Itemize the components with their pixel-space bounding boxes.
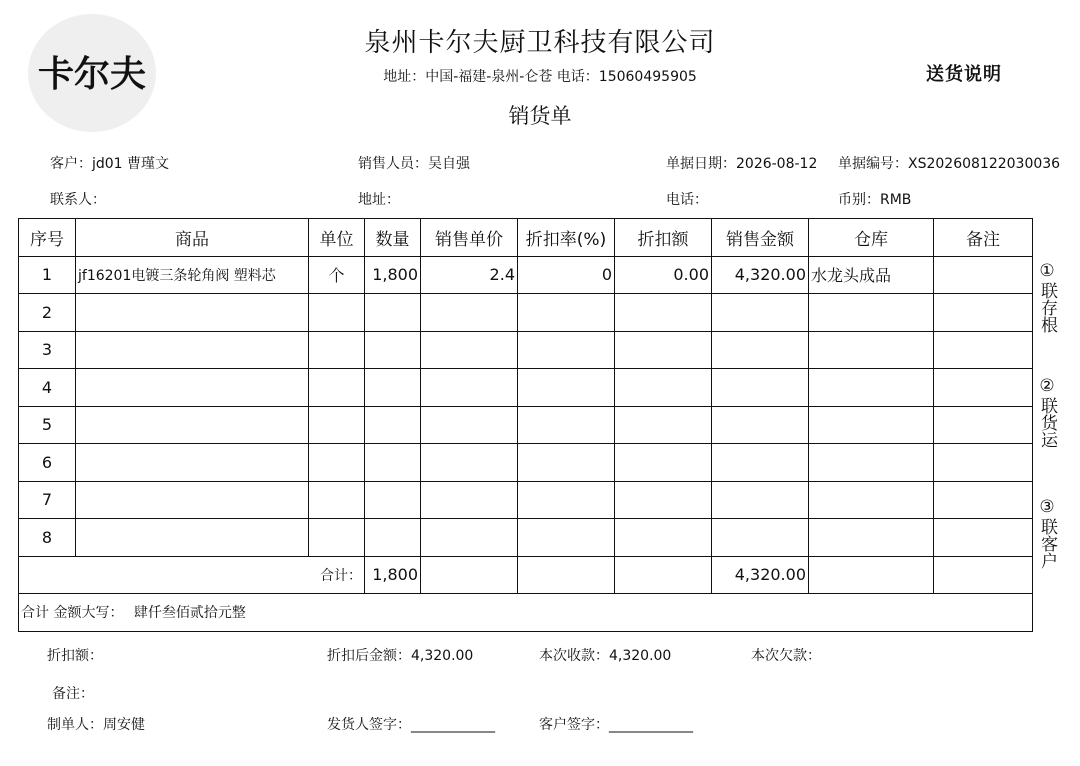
header-unit: 单位 (309, 219, 365, 257)
table-header-row (19, 219, 1033, 257)
copy-text: 联存根 (1037, 282, 1057, 333)
address-label: 地址： (358, 192, 400, 208)
total-empty-cell (615, 556, 712, 594)
cell-remark (934, 331, 1033, 369)
cell-warehouse (809, 331, 934, 369)
cell-remark (934, 519, 1033, 557)
copy-text: 联客户 (1037, 518, 1057, 569)
total-empty-cell (421, 556, 518, 594)
currency-info (838, 189, 911, 209)
total-label: 合计： (19, 556, 365, 594)
cell-sales-amount (712, 519, 809, 557)
docno-label: 单据编号： (838, 156, 908, 172)
cell-quantity (365, 406, 421, 444)
cell-index: 2 (19, 294, 76, 332)
company-name: 泉州卡尔夫厨卫科技有限公司 (364, 28, 716, 58)
cell-unit-price (421, 294, 518, 332)
copy-number: ② (1039, 376, 1055, 396)
cell-warehouse (809, 481, 934, 519)
cell-discount-amount: 0.00 (615, 256, 712, 294)
after-discount-label: 折扣后金额： (327, 648, 411, 664)
cell-goods (76, 294, 309, 332)
cell-sales-amount (712, 369, 809, 407)
maker-value: 周安健 (103, 717, 145, 733)
cell-quantity (365, 369, 421, 407)
cell-unit-price: 2.4 (421, 256, 518, 294)
date-info (666, 153, 817, 173)
cell-quantity: 1,800 (365, 256, 421, 294)
cell-warehouse (809, 444, 934, 482)
cell-unit (309, 444, 365, 482)
address-info (358, 189, 400, 209)
cell-remark (934, 444, 1033, 482)
cell-remark (934, 481, 1033, 519)
after-discount-summary (327, 645, 473, 665)
copy-label-customer (1034, 496, 1060, 569)
header-quantity: 数量 (365, 219, 421, 257)
cell-unit-price (421, 369, 518, 407)
total-amount: 4,320.00 (712, 556, 809, 594)
cell-sales-amount (712, 406, 809, 444)
cell-unit: 个 (309, 256, 365, 294)
remark-summary (52, 683, 94, 703)
customer-sign-line: ____________ (609, 717, 693, 733)
table-row (19, 406, 1033, 444)
cell-unit-price (421, 481, 518, 519)
table-row (19, 519, 1033, 557)
contact-info (50, 189, 106, 209)
header-index: 序号 (19, 219, 76, 257)
total-empty-cell (518, 556, 615, 594)
cell-remark (934, 294, 1033, 332)
cell-discount-amount (615, 294, 712, 332)
cell-goods (76, 444, 309, 482)
docno-value: XS202608122030036 (908, 156, 1061, 172)
cell-unit (309, 294, 365, 332)
cell-sales-amount (712, 444, 809, 482)
cell-index: 3 (19, 331, 76, 369)
cell-discount-rate (518, 444, 615, 482)
cell-discount-rate: 0 (518, 256, 615, 294)
total-empty-cell (809, 556, 934, 594)
document-title: 销货单 (508, 104, 572, 128)
received-label: 本次收款： (539, 648, 609, 664)
phone-info (666, 189, 708, 209)
cell-index: 1 (19, 256, 76, 294)
company-logo (28, 14, 156, 132)
header-sales-amount: 销售金额 (712, 219, 809, 257)
copy-text: 联货运 (1037, 397, 1057, 448)
maker-summary (47, 714, 145, 734)
currency-value: RMB (880, 192, 912, 208)
cell-unit (309, 519, 365, 557)
salesperson-info (358, 153, 470, 173)
cell-remark (934, 406, 1033, 444)
logo-text: 卡尔夫 (37, 53, 147, 95)
cell-sales-amount (712, 481, 809, 519)
maker-label: 制单人： (47, 717, 103, 733)
logo-brush-text (28, 14, 156, 132)
total-quantity: 1,800 (365, 556, 421, 594)
amount-words-label: 合计 金额大写： (21, 605, 124, 622)
shipper-sign-label: 发货人签字： (327, 717, 411, 733)
cell-index: 6 (19, 444, 76, 482)
cell-warehouse (809, 369, 934, 407)
cell-unit-price (421, 519, 518, 557)
cell-warehouse (809, 519, 934, 557)
cell-goods (76, 369, 309, 407)
cell-sales-amount: 4,320.00 (712, 256, 809, 294)
header-remark: 备注 (934, 219, 1033, 257)
cell-warehouse (809, 406, 934, 444)
cell-discount-rate (518, 519, 615, 557)
delivery-note-link[interactable]: 送货说明 (926, 64, 1002, 85)
table-row (19, 481, 1033, 519)
shipper-sign-line: ____________ (411, 717, 495, 733)
table-row (19, 331, 1033, 369)
cell-remark (934, 369, 1033, 407)
amount-words-cell (19, 594, 1033, 632)
table-row (19, 444, 1033, 482)
cell-goods: jf16201电镀三条轮角阀 塑料芯 (76, 256, 309, 294)
cell-index: 5 (19, 406, 76, 444)
owed-summary (751, 645, 821, 665)
cell-goods (76, 481, 309, 519)
cell-discount-amount (615, 444, 712, 482)
contact-label: 联系人： (50, 192, 106, 208)
cell-quantity (365, 444, 421, 482)
currency-label: 币别： (838, 192, 880, 208)
customer-label: 客户： (50, 156, 92, 172)
remark-label: 备注： (52, 686, 94, 702)
header-discount-rate: 折扣率(%) (518, 219, 615, 257)
cell-unit (309, 481, 365, 519)
sales-table (18, 218, 1033, 632)
docno-info (838, 153, 1060, 173)
cell-discount-amount (615, 481, 712, 519)
cell-index: 4 (19, 369, 76, 407)
cell-unit (309, 369, 365, 407)
copy-label-shipping (1034, 375, 1060, 448)
table-row (19, 256, 1033, 294)
header-discount-amount: 折扣额 (615, 219, 712, 257)
cell-unit-price (421, 406, 518, 444)
date-label: 单据日期： (666, 156, 736, 172)
date-value: 2026-08-12 (736, 156, 818, 172)
amount-words-row (19, 594, 1033, 632)
after-discount-value: 4,320.00 (411, 648, 474, 664)
header-warehouse: 仓库 (809, 219, 934, 257)
cell-discount-amount (615, 369, 712, 407)
cell-quantity (365, 294, 421, 332)
salesperson-label: 销售人员： (358, 156, 428, 172)
cell-warehouse: 水龙头成品 (809, 256, 934, 294)
salesperson-value: 吴自强 (428, 156, 470, 172)
cell-unit (309, 406, 365, 444)
cell-index: 8 (19, 519, 76, 557)
header-unit-price: 销售单价 (421, 219, 518, 257)
cell-discount-amount (615, 519, 712, 557)
cell-discount-amount (615, 331, 712, 369)
received-summary (539, 645, 671, 665)
cell-unit-price (421, 444, 518, 482)
total-empty-cell (934, 556, 1033, 594)
customer-signature (539, 714, 693, 734)
table-row (19, 369, 1033, 407)
discount-label: 折扣额： (47, 648, 103, 664)
copy-number: ① (1039, 261, 1055, 281)
discount-summary (47, 645, 103, 665)
shipper-signature (327, 714, 495, 734)
cell-discount-rate (518, 406, 615, 444)
cell-goods (76, 519, 309, 557)
copy-number: ③ (1039, 497, 1055, 517)
table-row (19, 294, 1033, 332)
cell-discount-rate (518, 331, 615, 369)
amount-words-value: 肆仟叁佰贰拾元整 (133, 605, 246, 622)
cell-quantity (365, 481, 421, 519)
cell-index: 7 (19, 481, 76, 519)
cell-discount-rate (518, 481, 615, 519)
cell-goods (76, 406, 309, 444)
customer-info (50, 153, 169, 173)
cell-warehouse (809, 294, 934, 332)
cell-sales-amount (712, 331, 809, 369)
cell-sales-amount (712, 294, 809, 332)
cell-quantity (365, 331, 421, 369)
header-goods: 商品 (76, 219, 309, 257)
total-row (19, 556, 1033, 594)
received-value: 4,320.00 (609, 648, 672, 664)
customer-sign-label: 客户签字： (539, 717, 609, 733)
phone-label: 电话： (666, 192, 708, 208)
cell-remark (934, 256, 1033, 294)
company-address: 地址：中国-福建-泉州-仑苍 电话：15060495905 (383, 69, 697, 85)
cell-discount-rate (518, 369, 615, 407)
cell-discount-rate (518, 294, 615, 332)
cell-unit-price (421, 331, 518, 369)
cell-quantity (365, 519, 421, 557)
cell-goods (76, 331, 309, 369)
cell-discount-amount (615, 406, 712, 444)
owed-label: 本次欠款： (751, 648, 821, 664)
customer-value: jd01 曹瑾文 (92, 156, 170, 172)
cell-unit (309, 331, 365, 369)
copy-label-stub (1034, 260, 1060, 333)
